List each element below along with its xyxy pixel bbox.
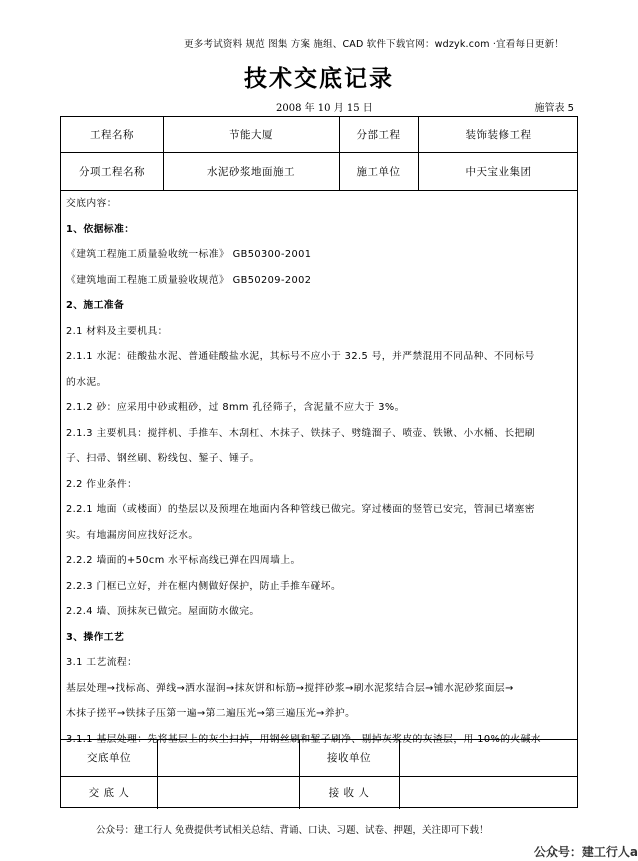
project-name-label: 工程名称 [90,129,134,141]
header-note: 更多考试资料 规范 图集 方案 施组、CAD 软件下载官网：wdzyk.com ·宜看每日更新！ [184,39,564,50]
contractor-label: 施工单位 [356,165,401,178]
content-line: 2.1.2 砂：应采用中砂或粗砂，过 8mm 孔径筛子，含泥量不应大于 3%。 [66,402,405,413]
receiver-field[interactable] [399,776,579,809]
project-name-value: 节能大厦 [229,129,273,141]
content-line: 3.1.1 基层处理：先将基层上的灰尘扫掉，用钢丝刷和錾子刷净、剔掉灰浆皮的灰渣层，用 10%的火碱水 [66,733,542,745]
record-date: 2008 年 10 月 15 日 [276,103,373,114]
record-table [60,116,578,808]
issuer-label: 交 底 人 [88,787,130,799]
content-line: 1、依据标准： [66,223,135,235]
issuer-unit-label: 交底单位 [87,752,131,764]
issuer-field[interactable] [157,776,299,809]
content-heading: 交底内容： [66,198,117,209]
content-line: 《建筑地面工程施工质量验收规范》 GB50209-2002 [66,274,312,286]
content-line: 3、操作工艺 [66,631,125,643]
content-line: 《建筑工程施工质量验收统一标准》 GB50300-2001 [66,249,312,260]
content-line: 2.2 作业条件： [66,478,138,490]
subitem-value: 水泥砂浆地面施工 [207,165,295,178]
content-line: 2.2.2 墙面的+50cm 水平标高线已弹在四周墙上。 [66,555,301,566]
content-line: 实。有地漏房间应找好泛水。 [66,529,199,541]
form-number: 施管表 5 [534,103,574,114]
content-line: 2、施工准备 [66,300,125,311]
disclosure-content [66,191,574,752]
content-line: 2.1 材料及主要机具： [66,325,168,337]
content-line: 2.2.3 门框已立好，并在框内侧做好保护，防止手推车碰坏。 [66,580,342,592]
watermark: 公众号：建工行人a [533,845,638,859]
content-line: 3.1 工艺流程： [66,657,138,668]
subitem-label: 分项工程名称 [79,165,145,178]
division-value: 装饰装修工程 [465,129,532,141]
page-title: 技术交底记录 [244,65,394,92]
footer-note: 公众号：建工行人 免费提供考试相关总结、背诵、口诀、习题、试卷、押题，关注即可下载！ [96,825,489,836]
content-line: 子、扫帚、钢丝刷、粉线包、錾子、锤子。 [66,453,260,464]
content-line: 2.2.1 地面（或楼面）的垫层以及预埋在地面内各种管线已做完。穿过楼面的竖管已安完，管洞已堵塞密 [66,504,535,515]
content-line: 2.1.1 水泥：硅酸盐水泥、普通硅酸盐水泥，其标号不应小于 32.5 号，并严禁混用不同品种、不同标号 [66,351,535,362]
content-line: 木抹子搓平→铁抹子压第一遍→第二遍压光→第三遍压光→养护。 [66,708,356,719]
issuer-unit-field[interactable] [157,739,299,776]
content-line: 2.2.4 墙、顶抹灰已做完。屋面防水做完。 [66,606,260,617]
contractor-value: 中天宝业集团 [465,165,532,178]
content-line: 基层处理→找标高、弹线→洒水湿润→抹灰饼和标筋→搅拌砂浆→刷水泥浆结合层→铺水泥砂浆面层→ [66,682,514,694]
receiver-unit-field[interactable] [399,739,579,776]
division-label: 分部工程 [356,129,401,141]
content-line: 的水泥。 [66,376,107,388]
receiver-label: 接 收 人 [328,787,370,799]
content-line: 2.1.3 主要机具：搅拌机、手推车、木刮杠、木抹子、铁抹子、劈缝溜子、喷壶、铁锹、小水桶、长把刷 [66,427,535,439]
receiver-unit-label: 接收单位 [327,752,371,764]
